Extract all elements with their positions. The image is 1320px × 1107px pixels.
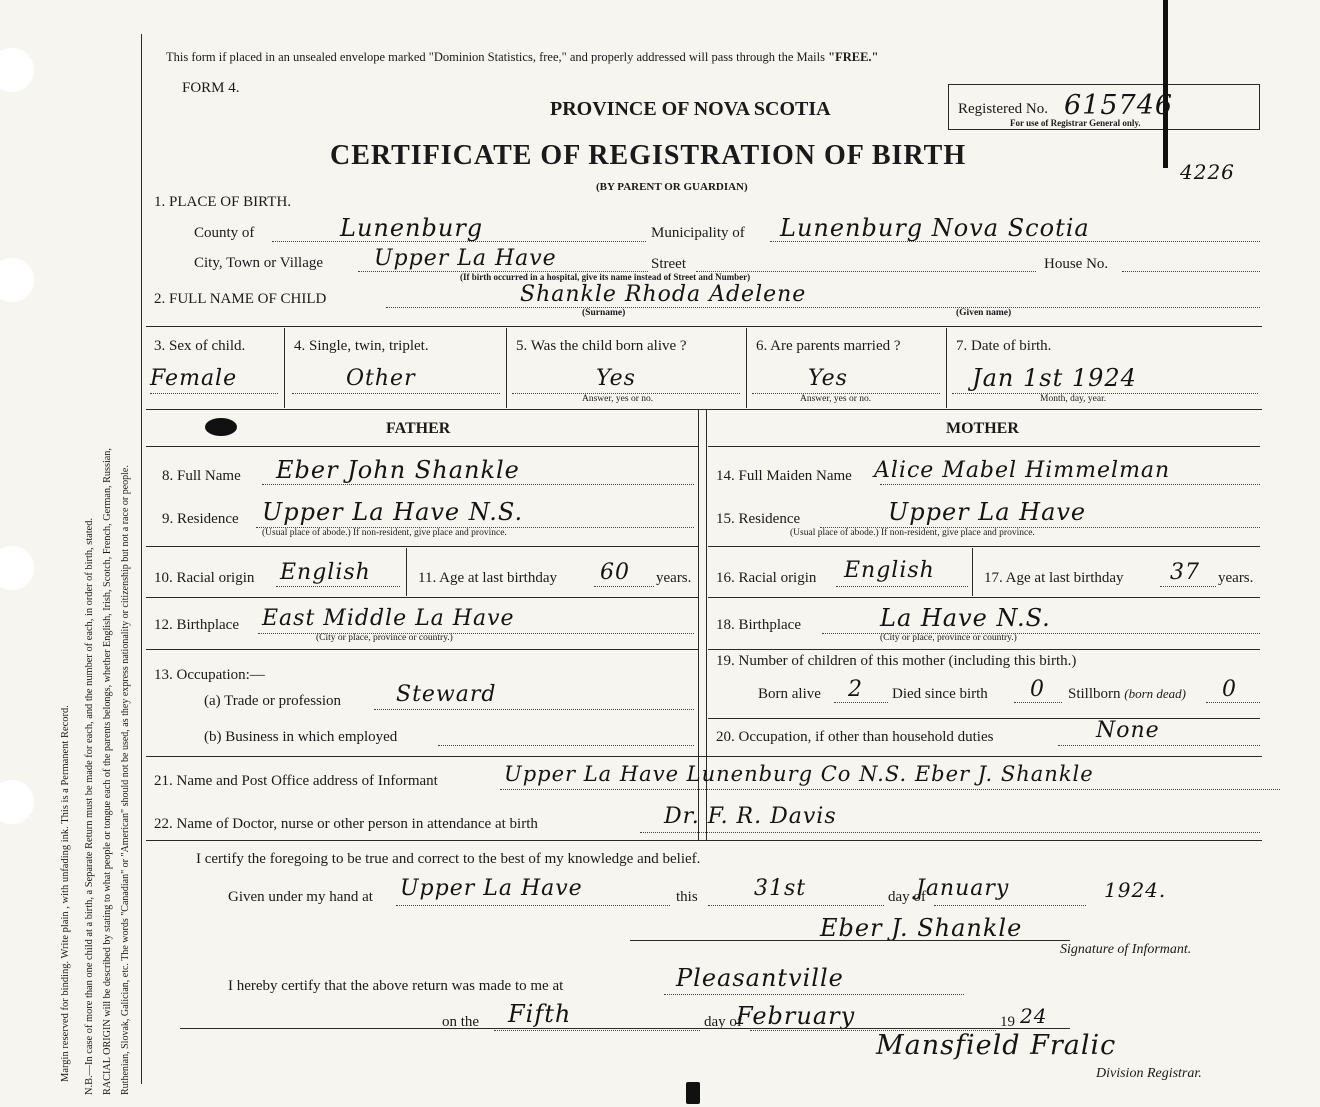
margin-note-multiple-births: N.B.—In case of more than one child at a birth, a Separate Return must be made for each, and the number of each, in order of birth, stated. (84, 517, 95, 1095)
certify-text: I certify the foregoing to be true and correct to the best of my knowledge and belief. (196, 851, 701, 867)
hospital-note: (If birth occurred in a hospital, give its name instead of Street and Number) (460, 272, 751, 282)
rule-mother-3 (708, 649, 1260, 650)
rule-father-3 (146, 649, 698, 650)
plurality-line (292, 393, 500, 394)
mother-occupation-line (1058, 745, 1260, 746)
county-value: Lunenburg (340, 214, 484, 242)
registrar-signature: Mansfield Fralic (876, 1030, 1117, 1061)
mother-children-label: 19. Number of children of this mother (including this birth.) (716, 653, 1077, 669)
province-heading: PROVINCE OF NOVA SCOTIA (550, 98, 831, 120)
plurality-label: 4. Single, twin, triplet. (294, 338, 429, 354)
col-sep-2 (506, 328, 507, 408)
father-trade-line (374, 709, 694, 710)
pen-mark (1163, 0, 1168, 168)
father-birthplace-note: (City or place, province or country.) (316, 633, 453, 643)
mother-heading: MOTHER (946, 420, 1019, 437)
plurality-value: Other (346, 366, 416, 391)
father-trade-value: Steward (396, 682, 497, 707)
stillborn-value: 0 (1222, 677, 1237, 702)
father-birthplace-value: East Middle La Have (262, 606, 515, 631)
doctor-value: Dr. F. R. Davis (664, 804, 837, 829)
municipality-value: Lunenburg Nova Scotia (780, 214, 1090, 242)
stillborn-line (1206, 702, 1260, 703)
mother-residence-value: Upper La Have (888, 498, 1087, 526)
signature-line (630, 940, 1070, 941)
mother-birthplace-label: 18. Birthplace (716, 617, 801, 633)
punch-hole-top (0, 48, 34, 92)
day-of-label: day of (888, 889, 926, 905)
father-birthplace-label: 12. Birthplace (154, 617, 239, 633)
father-occupation-label: 13. Occupation:— (154, 667, 265, 683)
registrar-label: Division Registrar. (1096, 1066, 1202, 1081)
mother-residence-label: 15. Residence (716, 511, 801, 527)
father-years-label: years. (656, 570, 692, 586)
registrar-note: For use of Registrar General only. (1010, 118, 1141, 128)
mother-age-value: 37 (1170, 560, 1200, 585)
certificate-subtitle: (BY PARENT OR GUARDIAN) (596, 181, 748, 193)
return-year-prefix: 19 (1000, 1014, 1015, 1030)
margin-note-racial-origin: RACIAL ORIGIN will be described by stating to what people or tongue each of the parents belongs, whether English, Irish, Scotch, French, German, Russian, (102, 448, 113, 1095)
mother-age-label: 17. Age at last birthday (984, 570, 1124, 586)
died-label: Died since birth (892, 686, 988, 702)
given-place-line (396, 905, 670, 906)
father-age-line (594, 586, 654, 587)
father-racial-line (276, 586, 400, 587)
given-label: Given under my hand at (228, 889, 373, 905)
return-place-value: Pleasantville (676, 964, 844, 992)
signature-label: Signature of Informant. (1060, 942, 1192, 957)
month-line (934, 905, 1086, 906)
col-sep-4 (946, 328, 947, 408)
return-day-line (494, 1030, 700, 1031)
county-label: County of (194, 225, 255, 241)
mother-name-line (880, 484, 1260, 485)
father-residence-value: Upper La Have N.S. (262, 498, 524, 526)
mail-note: This form if placed in an unsealed envelope marked "Dominion Statistics, free," and properly addressed will pass through the Mails "FREE." (166, 50, 879, 64)
rule-father-2 (146, 597, 698, 598)
father-residence-label: 9. Residence (162, 511, 239, 527)
father-name-line (262, 484, 694, 485)
born-alive-line (834, 702, 888, 703)
month-value: January (916, 876, 1010, 901)
informant-signature: Eber J. Shankle (820, 914, 1023, 942)
doctor-label: 22. Name of Doctor, nurse or other person in attendance at birth (154, 816, 538, 832)
alive-label: 5. Was the child born alive ? (516, 338, 687, 354)
place-section-label: 1. PLACE OF BIRTH. (154, 194, 292, 210)
father-business-label: (b) Business in which employed (204, 729, 398, 745)
mother-racial-line (836, 586, 968, 587)
stillborn-text: Stillborn (1068, 686, 1121, 702)
return-day-of-label: day of (704, 1014, 742, 1030)
house-label: House No. (1044, 256, 1109, 272)
rule-informant (146, 756, 1262, 757)
punch-hole-lower (0, 546, 34, 590)
rule-mother-1 (708, 546, 1260, 547)
margin-note-racial-origin-cont: Ruthenian, Slovak, Galician, etc. The words "Canadian" or "American" should not be used, as they express nationality or citizenship but not a race or people. (120, 465, 131, 1095)
mother-occupation-value: None (1096, 718, 1160, 743)
mother-occupation-label: 20. Occupation, if other than household duties (716, 729, 994, 745)
given-name-note: (Given name) (956, 308, 1012, 318)
informant-line (500, 789, 1280, 790)
registered-number: 615746 (1064, 90, 1174, 121)
return-text: I hereby certify that the above return was made to me at (228, 978, 564, 994)
stillborn-note: (born dead) (1124, 686, 1187, 701)
return-day-value: Fifth (508, 1000, 572, 1028)
father-racial-label: 10. Racial origin (154, 570, 255, 586)
married-label: 6. Are parents married ? (756, 338, 901, 354)
married-note: Answer, yes or no. (800, 394, 872, 404)
city-value: Upper La Have (374, 246, 557, 271)
father-name-value: Eber John Shankle (276, 456, 520, 484)
informant-label: 21. Name and Post Office address of Informant (154, 773, 438, 789)
father-racial-sep (406, 548, 407, 596)
certificate-title: CERTIFICATE OF REGISTRATION OF BIRTH (330, 140, 967, 171)
ink-blot (205, 418, 237, 436)
mother-name-label: 14. Full Maiden Name (716, 468, 852, 484)
rule-father-heading (146, 446, 698, 447)
child-name-value: Shankle Rhoda Adelene (520, 282, 807, 307)
mother-racial-sep (972, 548, 973, 596)
this-label: this (676, 889, 698, 905)
margin-note-binding: Margin reserved for binding. Write plain , with unfading ink. This is a Permanent Record. (60, 705, 71, 1082)
return-month-value: February (736, 1002, 856, 1030)
father-racial-value: English (280, 560, 371, 585)
date-note: Month, day, year. (1040, 394, 1107, 404)
mother-birthplace-note: (City or place, province or country.) (880, 633, 1017, 643)
died-value: 0 (1030, 677, 1045, 702)
stamp-number: 4226 (1180, 160, 1235, 184)
sex-value: Female (150, 366, 238, 391)
child-name-line (386, 307, 1260, 308)
street-label: Street (651, 256, 686, 272)
father-business-line (438, 745, 694, 746)
father-trade-label: (a) Trade or profession (204, 693, 342, 709)
sex-label: 3. Sex of child. (154, 338, 246, 354)
return-place-line (664, 994, 964, 995)
day-line (708, 905, 884, 906)
left-border (141, 34, 142, 1084)
informant-value: Upper La Have Lunenburg Co N.S. Eber J. Shankle (504, 762, 1094, 786)
rule-father-1 (146, 546, 698, 547)
on-the-label: on the (442, 1014, 480, 1030)
died-line (1014, 702, 1062, 703)
rule-mother-4 (708, 718, 1260, 719)
form-number: FORM 4. (182, 80, 240, 96)
alive-value: Yes (596, 366, 636, 391)
year-value: 1924. (1104, 878, 1167, 902)
father-name-label: 8. Full Name (162, 468, 241, 484)
ink-mark-bottom (686, 1082, 700, 1104)
col-sep-1 (284, 328, 285, 408)
father-age-label: 11. Age at last birthday (418, 570, 557, 586)
doctor-line (640, 832, 1260, 833)
punch-hole-upper (0, 258, 34, 302)
rule-certification (146, 840, 1262, 841)
married-value: Yes (808, 366, 848, 391)
stillborn-label (1068, 686, 1186, 703)
mother-residence-note: (Usual place of abode.) If non-resident, give place and province. (790, 528, 1035, 538)
punch-hole-bottom (0, 780, 34, 824)
sex-line (150, 393, 278, 394)
rule-parents (146, 409, 1262, 410)
father-age-value: 60 (600, 560, 630, 585)
mother-years-label: years. (1218, 570, 1254, 586)
surname-note: (Surname) (582, 308, 626, 318)
mother-racial-label: 16. Racial origin (716, 570, 817, 586)
given-place-value: Upper La Have (400, 876, 583, 901)
return-year-suffix: 24 (1020, 1004, 1048, 1028)
mother-name-value: Alice Mabel Himmelman (874, 458, 1171, 483)
father-residence-note: (Usual place of abode.) If non-resident, give place and province. (262, 528, 507, 538)
mother-birthplace-value: La Have N.S. (880, 604, 1051, 632)
date-label: 7. Date of birth. (956, 338, 1052, 354)
day-value: 31st (754, 876, 807, 901)
registered-label: Registered No. (958, 101, 1048, 117)
rule-mother-2 (708, 597, 1260, 598)
born-alive-label: Born alive (758, 686, 821, 702)
date-value: Jan 1st 1924 (972, 364, 1137, 392)
mother-age-line (1160, 586, 1216, 587)
municipality-label: Municipality of (651, 225, 745, 241)
city-label: City, Town or Village (194, 255, 324, 271)
col-sep-3 (746, 328, 747, 408)
house-line (1122, 271, 1260, 272)
child-name-label: 2. FULL NAME OF CHILD (154, 291, 327, 307)
alive-note: Answer, yes or no. (582, 394, 654, 404)
registrar-line (180, 1028, 1070, 1029)
father-heading: FATHER (386, 420, 451, 437)
born-alive-value: 2 (848, 677, 863, 702)
mother-racial-value: English (844, 558, 935, 583)
rule-child (146, 326, 1262, 327)
rule-mother-heading (708, 446, 1260, 447)
